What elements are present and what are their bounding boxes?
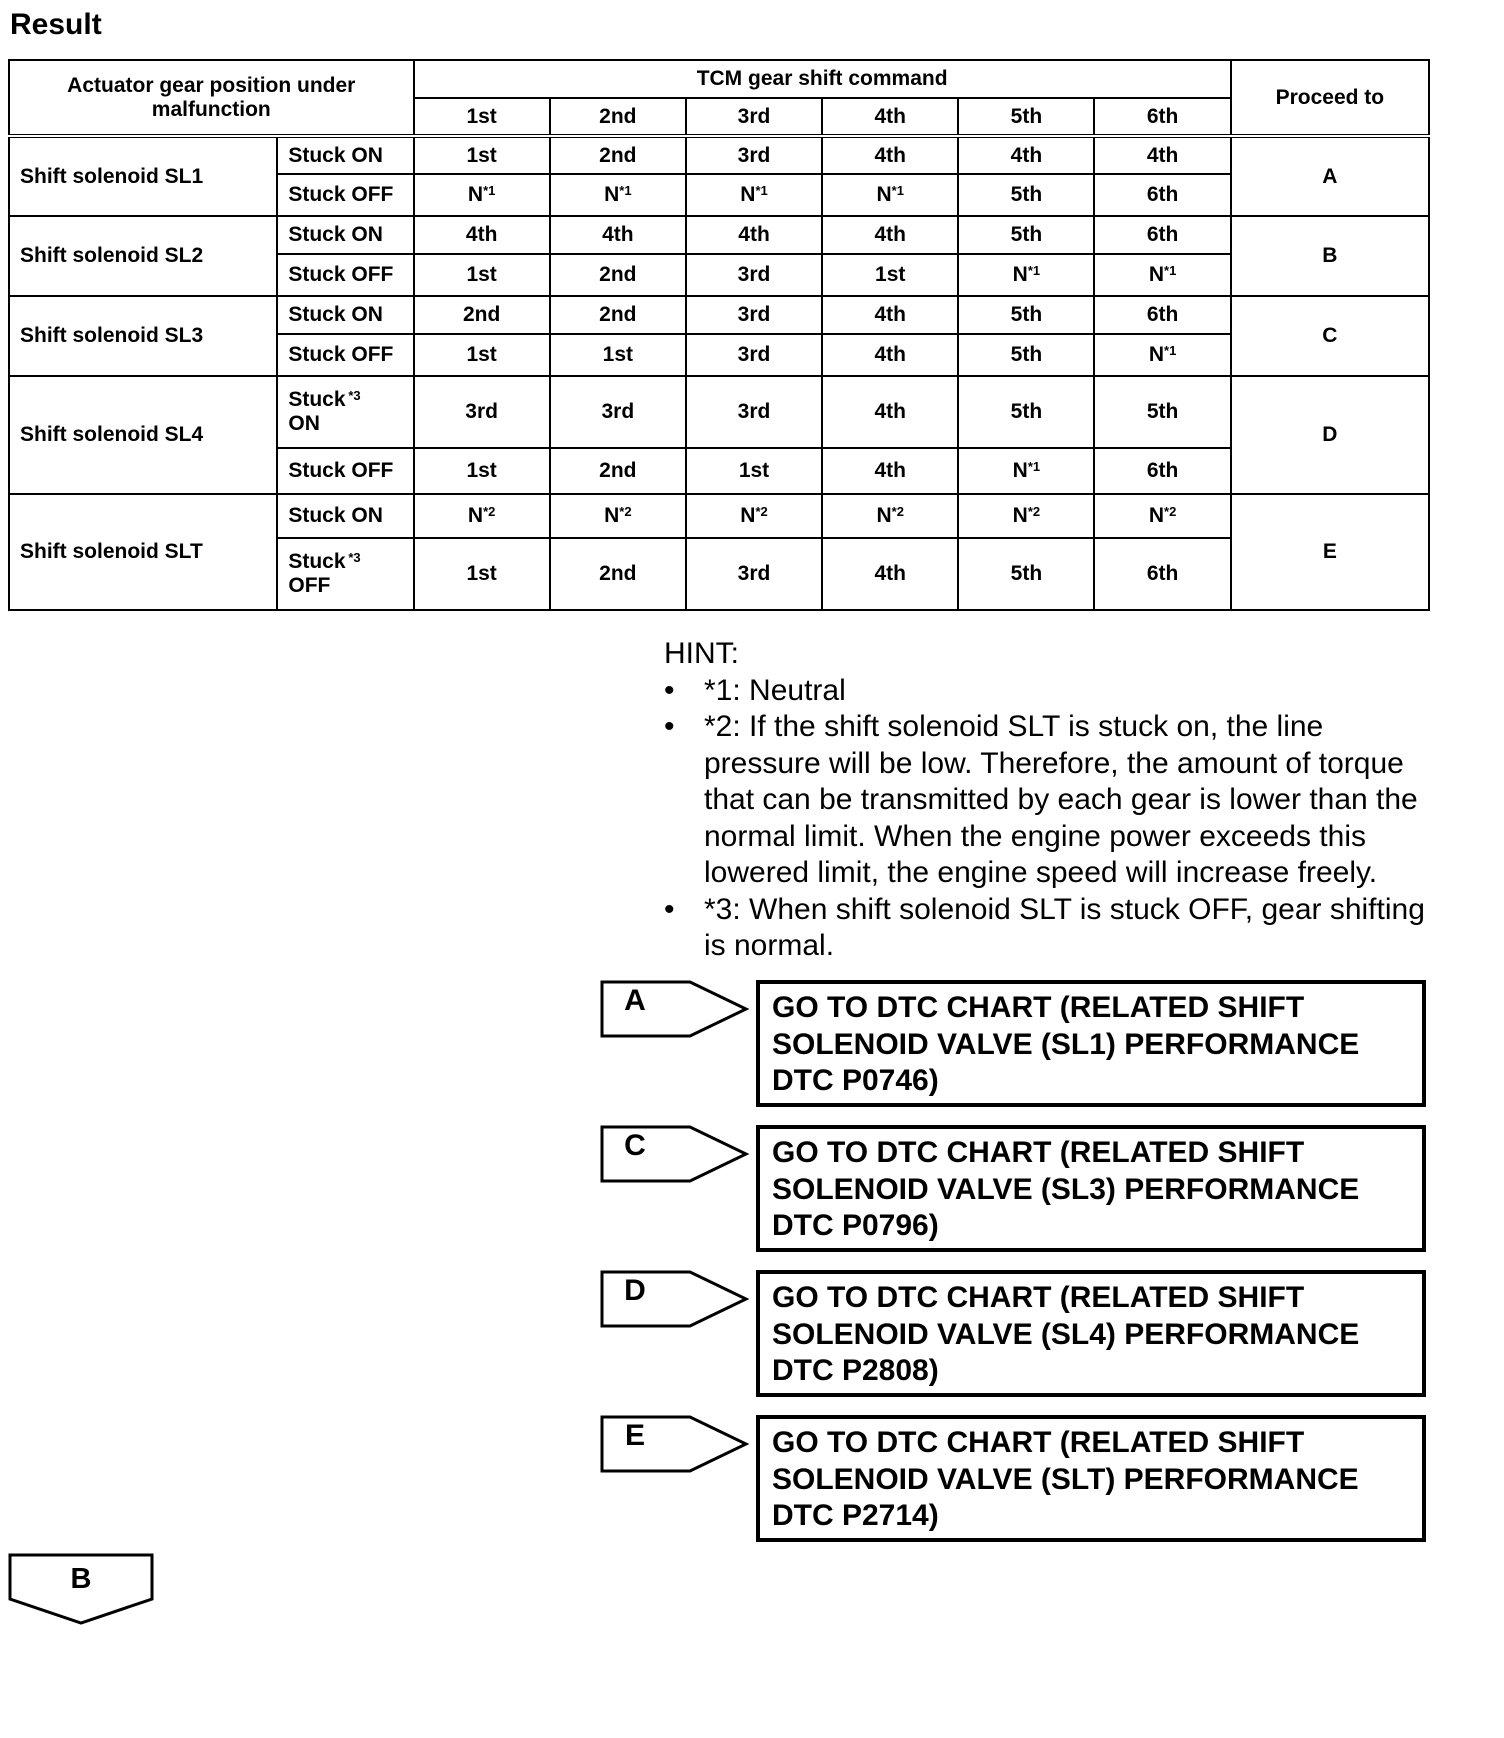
gear-value: 1st — [466, 343, 497, 366]
gear-value: 2nd — [599, 143, 637, 167]
gear-value: 3rd — [737, 263, 771, 286]
gear-cell — [1094, 254, 1230, 296]
failure-mode-label: Stuck OFF — [288, 183, 394, 206]
gear-cell — [414, 296, 550, 334]
gear-value: 1st — [875, 263, 906, 286]
gear-value: 2nd — [599, 263, 637, 286]
gear-cell — [822, 216, 958, 254]
gear-value: 1st — [738, 459, 770, 482]
header-proceed-to: Proceed to — [1231, 60, 1429, 136]
gear-cell — [414, 174, 550, 216]
result-table — [8, 59, 1430, 611]
gear-cell — [958, 254, 1094, 296]
footnote-mark: *1 — [1164, 343, 1177, 358]
proceed-item[interactable] — [600, 980, 1434, 1112]
gear-value: N — [604, 504, 620, 527]
gear-cell — [550, 174, 686, 216]
header-tcm-command: TCM gear shift command — [414, 60, 1231, 98]
gear-value: 2nd — [599, 303, 637, 326]
gear-cell — [958, 136, 1094, 174]
failure-mode — [277, 376, 413, 448]
footnote-mark: *1 — [1027, 459, 1041, 474]
solenoid-name: Shift solenoid SL4 — [9, 376, 277, 494]
gear-cell — [686, 376, 822, 448]
hint-text: *1: Neutral — [704, 673, 846, 707]
gear-cell — [414, 538, 550, 610]
footnote-mark: *2 — [1027, 504, 1041, 519]
gear-value: N — [1012, 459, 1028, 482]
footnote-mark: *2 — [891, 504, 904, 519]
gear-value: 2nd — [599, 562, 637, 585]
gear-value: 4th — [874, 223, 906, 246]
proceed-item[interactable] — [600, 1415, 1434, 1547]
gear-cell — [1094, 376, 1230, 448]
bullet-icon: • — [664, 673, 675, 707]
gear-value: 1st — [466, 459, 497, 482]
proceed-action-line: SOLENOID VALVE (SL1) PERFORMANCE — [772, 1027, 1360, 1061]
gear-cell — [550, 216, 686, 254]
gear-value: N — [467, 504, 484, 527]
failure-mode-label: Stuck ON — [288, 143, 383, 167]
failure-mode-label: Stuck ON — [288, 388, 346, 435]
solenoid-name: Shift solenoid SLT — [9, 494, 277, 610]
gear-value: N — [876, 504, 892, 527]
proceed-action-line: GO TO DTC CHART (RELATED SHIFT — [772, 991, 1305, 1024]
gear-value: 3rd — [601, 400, 635, 423]
gear-cell — [822, 376, 958, 448]
gear-cell — [958, 538, 1094, 610]
gear-cell — [414, 448, 550, 494]
gear-cell — [414, 136, 550, 174]
gear-value: N — [1148, 343, 1165, 366]
gear-value: N — [604, 183, 620, 206]
gear-value: 4th — [738, 223, 770, 246]
gear-value: N — [1012, 504, 1028, 527]
gear-cell — [686, 538, 822, 610]
gear-value: 6th — [1146, 562, 1179, 585]
gear-cell — [822, 538, 958, 610]
gear-cell — [958, 174, 1094, 216]
header-gear: 5th — [958, 98, 1094, 136]
gear-cell — [822, 448, 958, 494]
gear-cell — [550, 538, 686, 610]
table-row — [9, 296, 1429, 334]
gear-value: N — [740, 183, 756, 206]
gear-cell — [414, 254, 550, 296]
proceed-letter: A — [1231, 136, 1429, 216]
gear-value: 3rd — [737, 562, 771, 585]
gear-value: 1st — [466, 263, 497, 286]
failure-mode — [277, 296, 413, 334]
header-gear: 1st — [414, 98, 550, 136]
header-gear: 6th — [1094, 98, 1230, 136]
gear-cell — [958, 216, 1094, 254]
proceed-letter: E — [1231, 494, 1429, 610]
gear-cell — [958, 296, 1094, 334]
gear-cell — [1094, 494, 1230, 538]
table-row — [9, 136, 1429, 174]
gear-value: 6th — [1146, 303, 1179, 326]
gear-cell — [822, 296, 958, 334]
hint-list — [664, 673, 1444, 965]
gear-cell — [822, 334, 958, 376]
proceed-letter: B — [1231, 216, 1429, 296]
footnote-mark: *1 — [1027, 263, 1041, 278]
gear-value: 5th — [1010, 303, 1043, 326]
gear-value: 4th — [874, 303, 906, 326]
gear-cell — [414, 334, 550, 376]
gear-cell — [958, 334, 1094, 376]
gear-cell — [1094, 538, 1230, 610]
gear-cell — [1094, 296, 1230, 334]
gear-value: 3rd — [465, 400, 498, 423]
gear-value: 1st — [602, 343, 633, 366]
gear-value: 3rd — [737, 303, 771, 326]
solenoid-name: Shift solenoid SL2 — [9, 216, 277, 296]
hint-text: *3: When shift solenoid SLT is stuck OFF, gear shifting is normal. — [704, 892, 1425, 962]
failure-mode — [277, 216, 413, 254]
proceed-action-box[interactable] — [756, 1415, 1426, 1542]
proceed-arrow-letter: A — [624, 984, 646, 1017]
table-row — [9, 216, 1429, 254]
footnote-mark: *1 — [1164, 263, 1177, 278]
next-step-letter: B — [70, 1563, 92, 1595]
gear-cell — [1094, 174, 1230, 216]
proceed-action-line: SOLENOID VALVE (SL3) PERFORMANCE — [772, 1172, 1360, 1206]
bullet-icon: • — [664, 892, 675, 926]
gear-value: 5th — [1010, 183, 1043, 206]
gear-cell — [958, 494, 1094, 538]
result-title: Result — [10, 8, 102, 41]
solenoid-name: Shift solenoid SL1 — [9, 136, 277, 216]
gear-value: 4th — [874, 562, 906, 585]
header-gear: 3rd — [686, 98, 822, 136]
footnote-mark: *3 — [348, 388, 361, 403]
gear-cell — [1094, 136, 1230, 174]
gear-value: 4th — [602, 223, 634, 246]
proceed-letter: D — [1231, 376, 1429, 494]
gear-cell — [550, 254, 686, 296]
failure-mode-label: Stuck ON — [288, 303, 383, 326]
gear-value: N — [1148, 263, 1165, 286]
gear-cell — [822, 174, 958, 216]
gear-value: 1st — [466, 562, 497, 585]
proceed-action-line: SOLENOID VALVE (SLT) PERFORMANCE — [772, 1462, 1359, 1496]
gear-cell — [550, 376, 686, 448]
gear-value: N — [740, 504, 756, 527]
gear-value: 3rd — [737, 143, 771, 167]
gear-cell — [1094, 448, 1230, 494]
gear-cell — [1094, 216, 1230, 254]
gear-value: 4th — [874, 459, 906, 482]
gear-value: 6th — [1146, 459, 1179, 482]
hint-text: *2: If the shift solenoid SLT is stuck on, the line pressure will be low. Therefore, the amount of torque that can be transmitted by each gear is lower than the normal limit. When the engine power exceeds this lowered limit, the engine speed will increase freely. — [704, 710, 1418, 889]
gear-cell — [686, 296, 822, 334]
proceed-action-line: DTC P0796) — [772, 1209, 939, 1242]
gear-cell — [550, 136, 686, 174]
footnote-mark: *1 — [483, 183, 496, 198]
failure-mode-label: Stuck OFF — [288, 550, 346, 597]
gear-cell — [550, 296, 686, 334]
gear-cell — [822, 254, 958, 296]
gear-value: 4th — [1146, 143, 1179, 167]
gear-cell — [550, 448, 686, 494]
proceed-action-box[interactable] — [756, 980, 1426, 1107]
gear-cell — [686, 494, 822, 538]
failure-mode-label: Stuck ON — [288, 223, 383, 246]
bullet-icon: • — [664, 710, 675, 743]
proceed-action-line: GO TO DTC CHART (RELATED SHIFT — [772, 1281, 1305, 1314]
footnote-mark: *1 — [755, 183, 768, 198]
failure-mode — [277, 448, 413, 494]
failure-mode — [277, 136, 413, 174]
failure-mode — [277, 174, 413, 216]
gear-value: 2nd — [462, 303, 501, 326]
solenoid-name: Shift solenoid SL3 — [9, 296, 277, 376]
proceed-arrow-letter: C — [624, 1129, 646, 1162]
hint-section — [664, 636, 1444, 965]
hint-item — [664, 709, 1444, 892]
gear-value: N — [1148, 504, 1165, 527]
failure-mode — [277, 538, 413, 610]
gear-value: 5th — [1146, 400, 1179, 423]
footnote-mark: *2 — [483, 504, 496, 519]
table-row — [9, 376, 1429, 448]
failure-mode-label: Stuck OFF — [288, 459, 394, 482]
footnote-mark: *2 — [1164, 504, 1177, 519]
proceed-action-line: GO TO DTC CHART (RELATED SHIFT — [772, 1426, 1305, 1459]
header-gear: 4th — [822, 98, 958, 136]
gear-value: 5th — [1010, 343, 1043, 366]
failure-mode-label: Stuck OFF — [288, 343, 394, 366]
proceed-letter: C — [1231, 296, 1429, 376]
header-actuator: Actuator gear position under malfunction — [9, 60, 414, 136]
gear-cell — [958, 376, 1094, 448]
gear-value: 4th — [874, 343, 906, 366]
proceed-action-line: DTC P2808) — [772, 1354, 939, 1387]
gear-value: 4th — [1010, 143, 1043, 167]
gear-cell — [686, 254, 822, 296]
gear-cell — [414, 376, 550, 448]
proceed-item[interactable] — [600, 1270, 1434, 1402]
gear-value: 1st — [466, 143, 497, 167]
gear-value: 6th — [1146, 183, 1179, 206]
gear-value: N — [467, 183, 484, 206]
proceed-arrow-letter: D — [624, 1274, 646, 1307]
footnote-mark: *1 — [891, 183, 904, 198]
proceed-action-box[interactable] — [756, 1270, 1426, 1397]
failure-mode — [277, 334, 413, 376]
gear-value: 3rd — [737, 400, 771, 423]
footnote-mark: *3 — [348, 550, 361, 565]
footnote-mark: *2 — [619, 504, 632, 519]
gear-value: 6th — [1146, 223, 1179, 246]
gear-value: N — [1012, 263, 1028, 286]
proceed-action-line: SOLENOID VALVE (SL4) PERFORMANCE — [772, 1317, 1360, 1351]
footnote-mark: *1 — [619, 183, 632, 198]
gear-value: 2nd — [599, 459, 637, 482]
gear-cell — [550, 494, 686, 538]
gear-cell — [414, 216, 550, 254]
failure-mode-label: Stuck ON — [288, 504, 383, 527]
gear-cell — [822, 136, 958, 174]
gear-cell — [414, 494, 550, 538]
gear-cell — [686, 216, 822, 254]
hint-item — [664, 892, 1444, 965]
gear-cell — [686, 136, 822, 174]
proceed-action-box[interactable] — [756, 1125, 1426, 1252]
gear-cell — [958, 448, 1094, 494]
failure-mode — [277, 254, 413, 296]
gear-value: 5th — [1010, 223, 1043, 246]
header-gear: 2nd — [550, 98, 686, 136]
failure-mode — [277, 494, 413, 538]
failure-mode-label: Stuck OFF — [288, 263, 394, 286]
proceed-item[interactable] — [600, 1125, 1434, 1257]
gear-cell — [686, 174, 822, 216]
gear-cell — [550, 334, 686, 376]
proceed-action-line: GO TO DTC CHART (RELATED SHIFT — [772, 1136, 1305, 1169]
hint-label: HINT: — [664, 637, 739, 670]
hint-item — [664, 673, 1444, 710]
gear-cell — [822, 494, 958, 538]
gear-value: N — [876, 183, 892, 206]
gear-value: 4th — [874, 143, 906, 167]
gear-cell — [686, 448, 822, 494]
proceed-action-line: DTC P2714) — [772, 1499, 939, 1532]
proceed-arrow-letter: E — [624, 1419, 645, 1452]
gear-value: 4th — [874, 400, 906, 423]
gear-value: 5th — [1010, 400, 1043, 423]
next-step-b[interactable] — [8, 1553, 154, 1625]
gear-value: 5th — [1010, 562, 1043, 585]
proceed-action-line: DTC P0746) — [772, 1064, 939, 1097]
gear-cell — [1094, 334, 1230, 376]
gear-cell — [686, 334, 822, 376]
footnote-mark: *2 — [755, 504, 768, 519]
gear-value: 3rd — [737, 343, 771, 366]
table-row — [9, 494, 1429, 538]
gear-value: 4th — [465, 223, 498, 246]
